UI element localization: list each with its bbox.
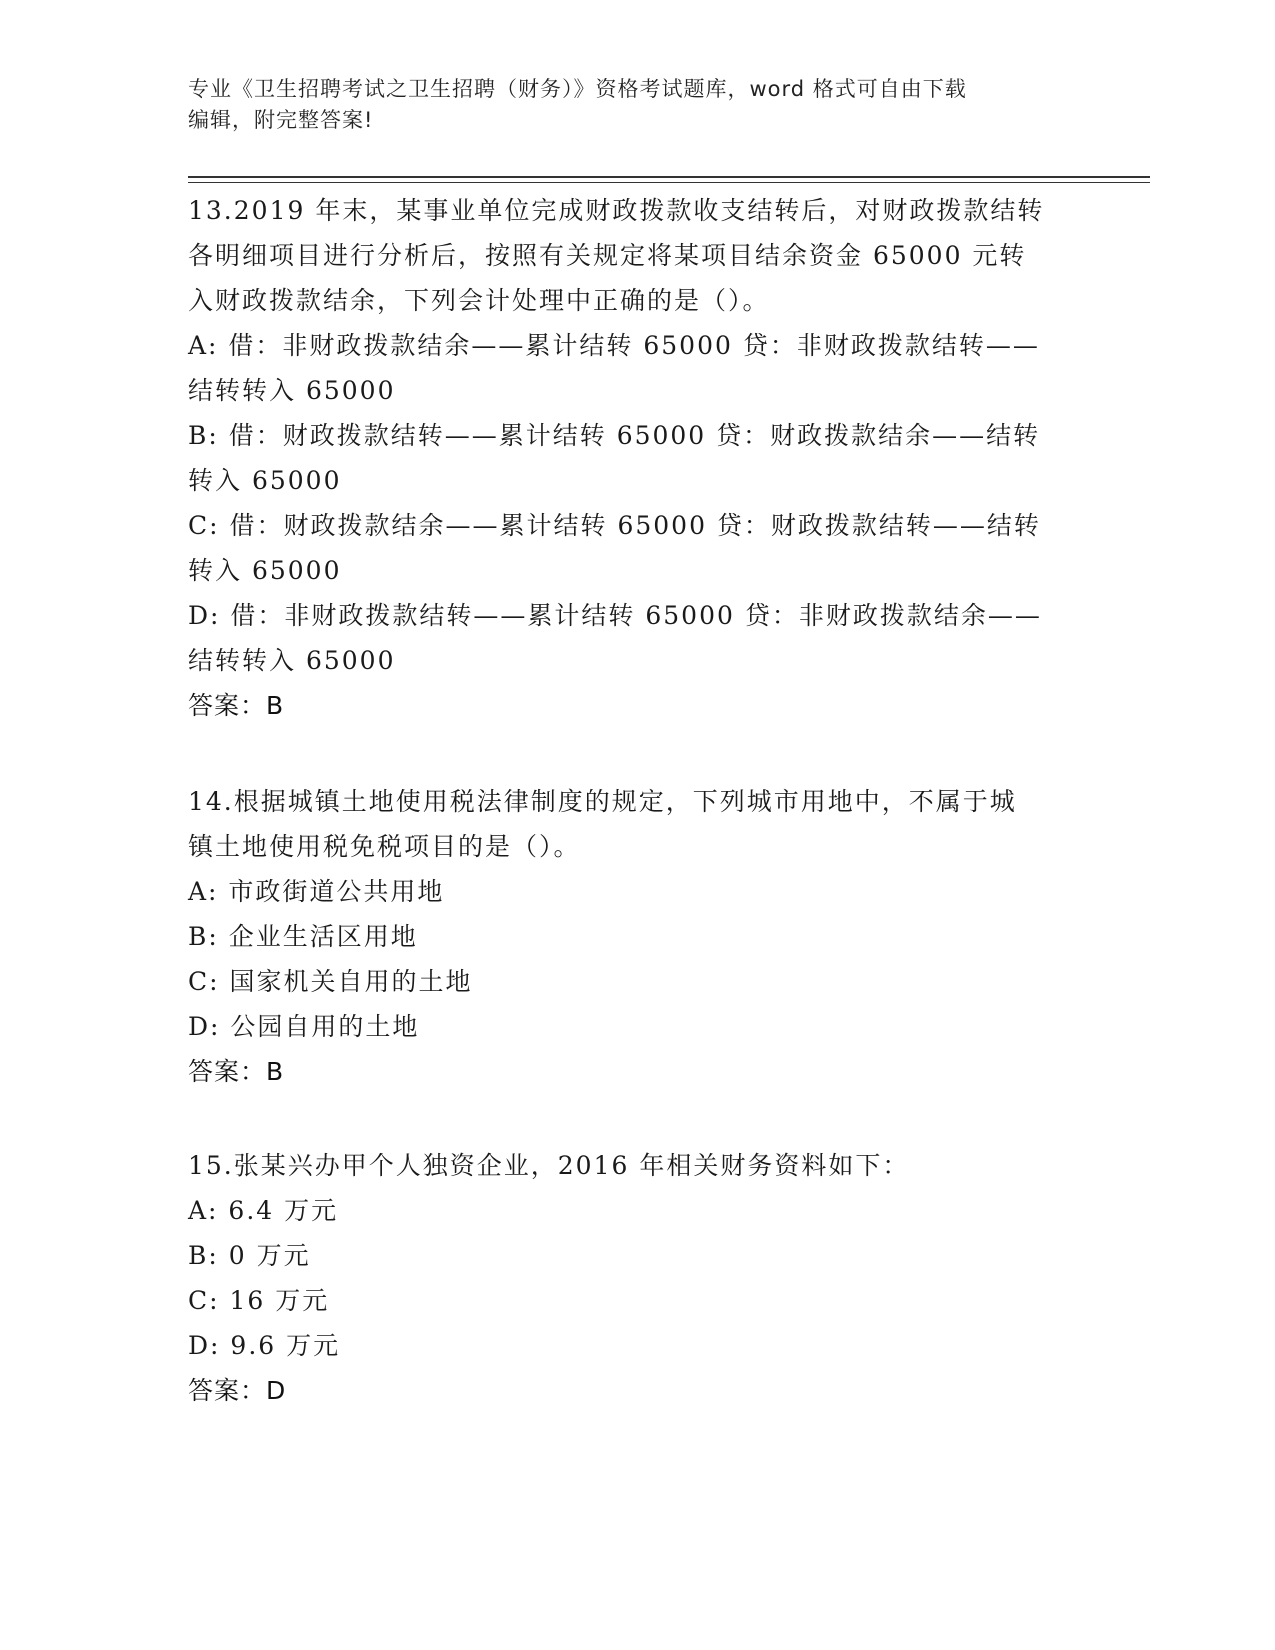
option-d: D: 公园自用的土地 <box>188 1012 420 1041</box>
header-line-1: 专业《卫生招聘考试之卫生招聘（财务）》资格考试题库，word 格式可自由下载 <box>188 77 967 101</box>
option-a-line-1: A: 借：非财政拨款结余——累计结转 65000 贷：非财政拨款结转—— <box>188 331 1040 360</box>
option-c-line-1: C: 借：财政拨款结余——累计结转 65000 贷：财政拨款结转——结转 <box>188 511 1041 540</box>
question-stem-line: 入财政拨款结余，下列会计处理中正确的是（）。 <box>188 286 770 315</box>
header-divider-thin <box>188 182 1150 183</box>
option-d: D: 9.6 万元 <box>188 1331 341 1360</box>
option-a: A: 6.4 万元 <box>188 1196 339 1225</box>
option-c-line-2: 转入 65000 <box>188 556 342 585</box>
option-b: B: 0 万元 <box>188 1241 311 1270</box>
option-a-line-2: 结转转入 65000 <box>188 376 396 405</box>
option-b: B: 企业生活区用地 <box>188 922 418 951</box>
header-line-2: 编辑，附完整答案! <box>188 108 374 132</box>
answer-label: 答案：B <box>188 691 285 720</box>
question-stem-line: 镇土地使用税免税项目的是（）。 <box>188 832 581 861</box>
option-c: C: 国家机关自用的土地 <box>188 967 473 996</box>
option-a: A: 市政街道公共用地 <box>188 877 445 906</box>
option-d-line-2: 结转转入 65000 <box>188 646 396 675</box>
question-14 <box>188 779 1088 1094</box>
option-c: C: 16 万元 <box>188 1286 330 1315</box>
question-stem-line: 各明细项目进行分析后，按照有关规定将某项目结余资金 65000 元转 <box>188 241 1027 270</box>
question-15 <box>188 1143 1088 1413</box>
question-13 <box>188 188 1088 728</box>
answer-label: 答案：D <box>188 1376 287 1405</box>
question-stem-line: 13.2019 年末，某事业单位完成财政拨款收支结转后，对财政拨款结转 <box>188 196 1045 225</box>
option-b-line-1: B: 借：财政拨款结转——累计结转 65000 贷：财政拨款结余——结转 <box>188 421 1041 450</box>
answer-label: 答案：B <box>188 1057 285 1086</box>
option-d-line-1: D: 借：非财政拨款结转——累计结转 65000 贷：非财政拨款结余—— <box>188 601 1042 630</box>
option-b-line-2: 转入 65000 <box>188 466 342 495</box>
document-header <box>188 74 1068 136</box>
header-divider-thick <box>188 176 1150 178</box>
question-stem-line: 14.根据城镇土地使用税法律制度的规定，下列城市用地中，不属于城 <box>188 787 1017 816</box>
question-stem-line: 15.张某兴办甲个人独资企业，2016 年相关财务资料如下： <box>188 1151 910 1180</box>
